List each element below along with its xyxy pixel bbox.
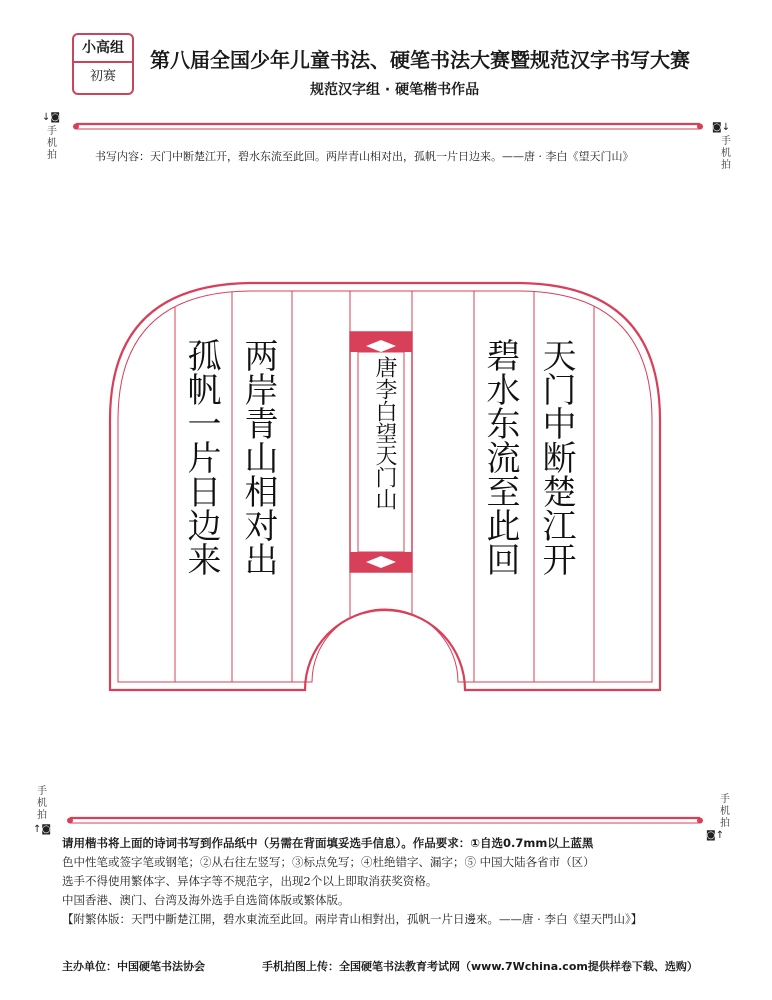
badge-group-label: 小高组 (74, 35, 132, 63)
poem-column-1: 天门中断楚江开 (536, 338, 576, 576)
requirements-block (62, 834, 722, 929)
phone-shoot-label-br: 手机拍 (720, 794, 730, 829)
organizer: 主办单位：中国硬笔书法协会 (62, 960, 205, 973)
phone-camera-icon: ↓◙ (42, 112, 61, 123)
phone-shoot-label-tl: 手机拍 (47, 126, 57, 161)
phone-camera-icon: ◙↑ (706, 830, 725, 841)
poem-column-4: 孤帆一片日边来 (181, 338, 221, 576)
badge-round-label: 初赛 (89, 69, 116, 84)
poem-column-2: 碧水东流至此回 (480, 338, 520, 576)
requirements-line: 中国香港、澳门、台湾及海外选手自选简体版或繁体版。 (62, 893, 350, 907)
author-column: 唐李白望天门山 (372, 356, 397, 510)
phone-shoot-label-bl: 手机拍 (37, 786, 47, 821)
page-subtitle: 规范汉字组 · 硬笔楷书作品 (310, 82, 480, 98)
phone-shoot-label-tr: 手机拍 (721, 136, 731, 171)
phone-camera-icon: ◙↓ (712, 122, 731, 133)
requirements-line: 色中性笔或签字笔或钢笔；②从右往左竖写；③标点免写；④杜绝错字、漏字；⑤ 中国大陆各省市（区） (62, 855, 595, 869)
requirements-line: 请用楷书将上面的诗词书写到作品纸中（另需在背面填妥选手信息）。作品要求：①自选0.7mm以上蓝黑 (62, 836, 594, 850)
writing-content: 书写内容：天门中断楚江开，碧水东流至此回。两岸青山相对出，孤帆一片日边来。——唐 · 李白《望天门山》 (95, 150, 634, 163)
upload-info: 手机拍图上传：全国硬笔书法教育考试网（www.7Wchina.com提供样卷下载、选购） (262, 960, 698, 973)
requirements-traditional: 【附繁体版：天門中斷楚江開，碧水東流至此回。兩岸青山相對出，孤帆一片日邊來。——唐 · 李白《望天門山》】 (62, 912, 643, 926)
requirements-line: 选手不得使用繁体字、异体字等不规范字，出现2个以上即取消获奖资格。 (62, 874, 438, 888)
page-title: 第八届全国少年儿童书法、硬笔书法大赛暨规范汉字书写大赛 (150, 48, 690, 72)
poem-column-3: 两岸青山相对出 (238, 338, 278, 576)
phone-camera-icon: ↑◙ (33, 824, 52, 835)
